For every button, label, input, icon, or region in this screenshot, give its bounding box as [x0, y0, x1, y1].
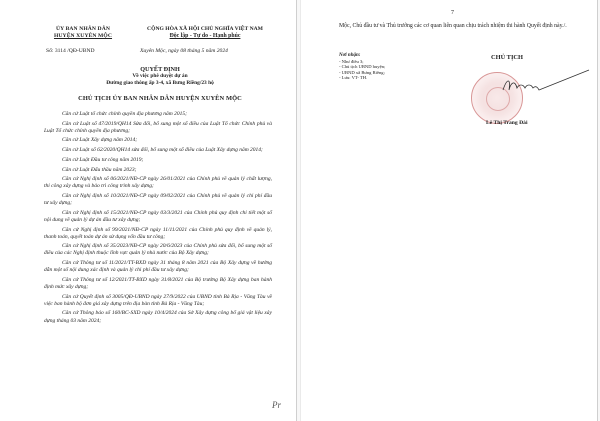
national-header: [132, 26, 278, 40]
subject-line-1: Về việc phê duyệt dự án: [132, 73, 188, 79]
recipients-label: Nơi nhận:: [339, 53, 361, 58]
legal-basis-item: Căn cứ Nghị định số 35/2023/NĐ-CP ngày 20/6/2023 của Chính phủ sửa đổi, bổ sung một số điều của các Nghị định thuộc lĩnh vực quản lý nhà nước của Bộ Xây dựng;: [44, 243, 272, 257]
legal-basis-item: Căn cứ Thông tư số 11/2021/TT-BXD ngày 31 tháng 8 năm 2021 của Bộ Xây dựng về hướng dẫn một số nội dung xác định và quản lý chi phí đầu tư xây dựng;: [44, 260, 272, 274]
subject-line-2: Đường giao thông ấp 3-4, xã Bưng Riềng/23 hộ: [106, 80, 214, 86]
issuer-line-1: ỦY BAN NHÂN DÂN: [56, 26, 110, 32]
handwritten-initial-mark: Pr: [272, 400, 281, 410]
document-title-block: [40, 66, 280, 87]
legal-basis-item: Căn cứ Luật Đấu thầu năm 2023;: [62, 166, 137, 173]
document-title: QUYẾT ĐỊNH: [140, 66, 180, 73]
recipients-block: [339, 53, 429, 81]
recipient-item: - UBND xã Bưng Riềng;: [339, 69, 385, 75]
issuing-authority: CHỦ TỊCH ỦY BAN NHÂN DÂN HUYỆN XUYÊN MỘC: [78, 95, 242, 102]
national-motto: Độc lập - Tự do - Hạnh phúc: [169, 33, 241, 39]
legal-basis-item: Căn cứ Nghị định số 10/2021/NĐ-CP ngày 09/02/2021 của Chính phủ về quản lý chi phí đầu tư xây dựng;: [44, 193, 272, 207]
legal-basis-item: Căn cứ Nghị định số 06/2021/NĐ-CP ngày 26/01/2021 của Chính phủ về quản lý chất lượng, thi công xây dựng và bảo trì công trình xây dựng;: [44, 176, 272, 190]
legal-basis-item: Căn cứ Nghị định số 15/2021/NĐ-CP ngày 03/3/2021 của Chính phủ quy định chi tiết một số nội dung về quản lý dự án đầu tư xây dựng;: [44, 209, 272, 223]
signer-title: CHỦ TỊCH: [491, 54, 524, 61]
legal-basis-item: Căn cứ Luật số 47/2019/QH14 Sửa đổi, bổ sung một số điều của Luật Tổ chức Chính phủ và Luật Tổ chức chính quyền địa phương;: [44, 120, 272, 134]
page-number: 7: [451, 10, 454, 16]
legal-basis-item: Căn cứ Luật số 62/2020/QH14 sửa đổi, bổ sung một số điều của Luật Xây dựng năm 2014;: [62, 147, 263, 154]
recipient-item: - Chủ tịch UBND huyện;: [339, 64, 386, 70]
legal-basis-item: Căn cứ Thông báo số 160/BC-SXD ngày 10/4/2024 của Sở Xây dựng công bố giá vật liệu xây dựng tháng 03 năm 2024;: [44, 310, 272, 324]
legal-bases-list: [44, 111, 272, 327]
handwritten-signature-icon: [501, 68, 591, 98]
legal-basis-item: Căn cứ Thông tư số 12/2021/TT-BXD ngày 31/8/2021 của Bộ trưởng Bộ Xây dựng ban hành định mức xây dựng;: [44, 276, 272, 290]
recipient-item: - Lưu: VT- TH.: [339, 75, 368, 81]
closing-paragraph: Mộc, Chủ đầu tư và Thủ trưởng các cơ quan liên quan chịu trách nhiệm thi hành Quyết định này./.: [339, 23, 567, 29]
issuer-line-2: HUYỆN XUYÊN MỘC: [53, 33, 113, 39]
legal-basis-item: Căn cứ Luật Xây dựng năm 2014;: [62, 137, 138, 144]
decision-page-1: [0, 0, 297, 421]
decision-page-7: [300, 0, 598, 421]
legal-basis-item: Căn cứ Nghị định số 99/2021/NĐ-CP ngày 11/11/2021 của Chính phủ quy định về quản lý, thanh toán, quyết toán dự án sử dụng vốn đầu tư công;: [44, 226, 272, 240]
place-and-date: Xuyên Mộc, ngày 08 tháng 5 năm 2024: [140, 48, 228, 54]
document-number: Số: 3114 /QĐ-UBND: [46, 48, 95, 54]
country-name: CỘNG HÒA XÃ HỘI CHỦ NGHĨA VIỆT NAM: [147, 26, 263, 32]
issuer-header: [38, 26, 128, 40]
legal-basis-item: Căn cứ Quyết định số 3005/QĐ-UBND ngày 27/9/2022 của UBND tỉnh Bà Rịa - Vũng Tàu về việc ban hành bộ đơn giá xây dựng trên địa bàn tỉnh Bà Rịa - Vũng Tàu;: [44, 293, 272, 307]
legal-basis-item: Căn cứ Luật tổ chức chính quyền địa phương năm 2015;: [62, 111, 187, 117]
legal-basis-item: Căn cứ Luật Đầu tư công năm 2019;: [62, 156, 144, 163]
recipient-item: - Như điều 3;: [339, 58, 364, 64]
signer-name: Lê Thị Trang Đài: [486, 120, 528, 126]
